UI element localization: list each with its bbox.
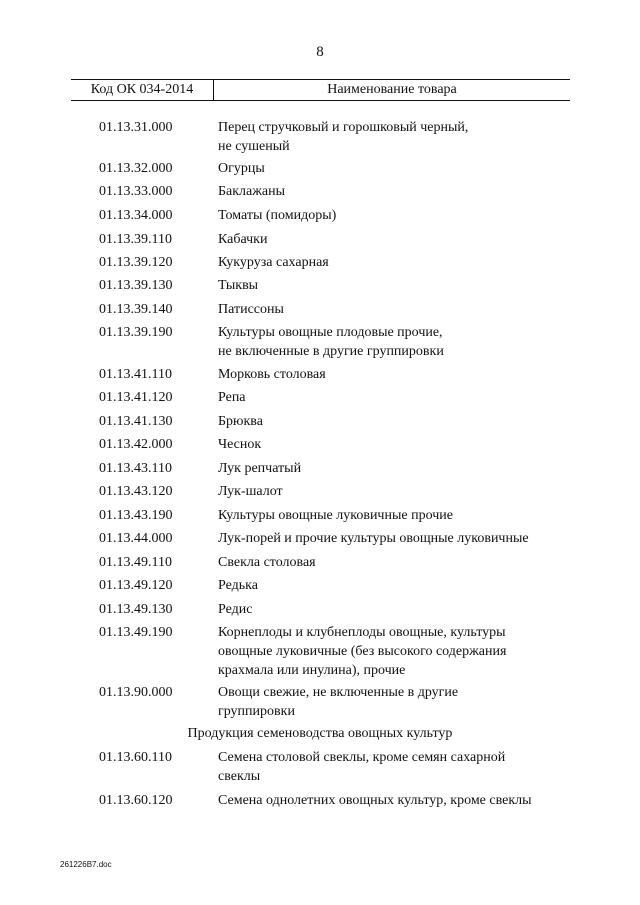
row-code: 01.13.41.120 (99, 390, 173, 405)
row-name: Патиссоны (218, 302, 284, 317)
row-name: Кукуруза сахарная (218, 255, 329, 270)
row-name: Лук репчатый (218, 461, 302, 476)
row-name: Морковь столовая (218, 367, 326, 382)
row-name: Культуры овощные плодовые прочие, не включенные в другие группировки (218, 325, 444, 359)
footer-filename: 261226B7.doc (60, 860, 112, 869)
row-code: 01.13.49.110 (99, 555, 172, 570)
row-code: 01.13.44.000 (99, 531, 173, 546)
row-code: 01.13.43.190 (99, 508, 173, 523)
row-name: Корнеплоды и клубнеплоды овощные, культуры овощные луковичные (без высокого содержания крахмала или инулина), прочие (218, 625, 507, 678)
page-number: 8 (316, 44, 324, 60)
row-code: 01.13.60.120 (99, 793, 173, 808)
row-name: Лук-шалот (218, 484, 283, 499)
row-code: 01.13.42.000 (99, 437, 173, 452)
row-code: 01.13.33.000 (99, 184, 173, 199)
header-code: Код ОК 034-2014 (71, 80, 214, 100)
row-name: Семена столовой свеклы, кроме семян сахарной свеклы (218, 750, 506, 784)
row-name: Чеснок (218, 437, 262, 452)
row-code: 01.13.39.190 (99, 325, 173, 340)
row-name: Лук-порей и прочие культуры овощные луковичные (218, 531, 529, 546)
row-code: 01.13.49.130 (99, 602, 173, 617)
row-name: Огурцы (218, 161, 265, 176)
row-name: Свекла столовая (218, 555, 316, 570)
row-code: 01.13.90.000 (99, 685, 173, 700)
row-code: 01.13.49.190 (99, 625, 173, 640)
row-code: 01.13.39.120 (99, 255, 173, 270)
row-name: Баклажаны (218, 184, 286, 199)
row-name: Перец стручковый и горошковый черный, не сушеный (218, 120, 469, 154)
row-name: Семена однолетних овощных культур, кроме свеклы (218, 793, 532, 808)
row-code: 01.13.41.130 (99, 414, 173, 429)
row-code: 01.13.39.130 (99, 278, 173, 293)
row-code: 01.13.60.110 (99, 750, 172, 765)
row-code: 01.13.39.110 (99, 232, 172, 247)
row-name: Брюква (218, 414, 263, 429)
row-code: 01.13.49.120 (99, 578, 173, 593)
row-name: Редька (218, 578, 258, 593)
row-code: 01.13.39.140 (99, 302, 173, 317)
row-name: Овощи свежие, не включенные в другие группировки (218, 685, 459, 719)
row-name: Редис (218, 602, 253, 617)
row-name: Культуры овощные луковичные прочие (218, 508, 453, 523)
header-name: Наименование товара (327, 82, 457, 97)
row-code: 01.13.34.000 (99, 208, 173, 223)
row-name: Тыквы (218, 278, 259, 293)
row-code: 01.13.41.110 (99, 367, 172, 382)
row-code: 01.13.32.000 (99, 161, 173, 176)
row-name: Томаты (помидоры) (218, 208, 337, 223)
row-code: 01.13.43.120 (99, 484, 173, 499)
row-name: Репа (218, 390, 246, 405)
row-code: 01.13.43.110 (99, 461, 172, 476)
row-code: 01.13.31.000 (99, 120, 173, 135)
section-title: Продукция семеноводства овощных культур (187, 726, 453, 741)
row-name: Кабачки (218, 232, 268, 247)
table-header (71, 79, 570, 101)
